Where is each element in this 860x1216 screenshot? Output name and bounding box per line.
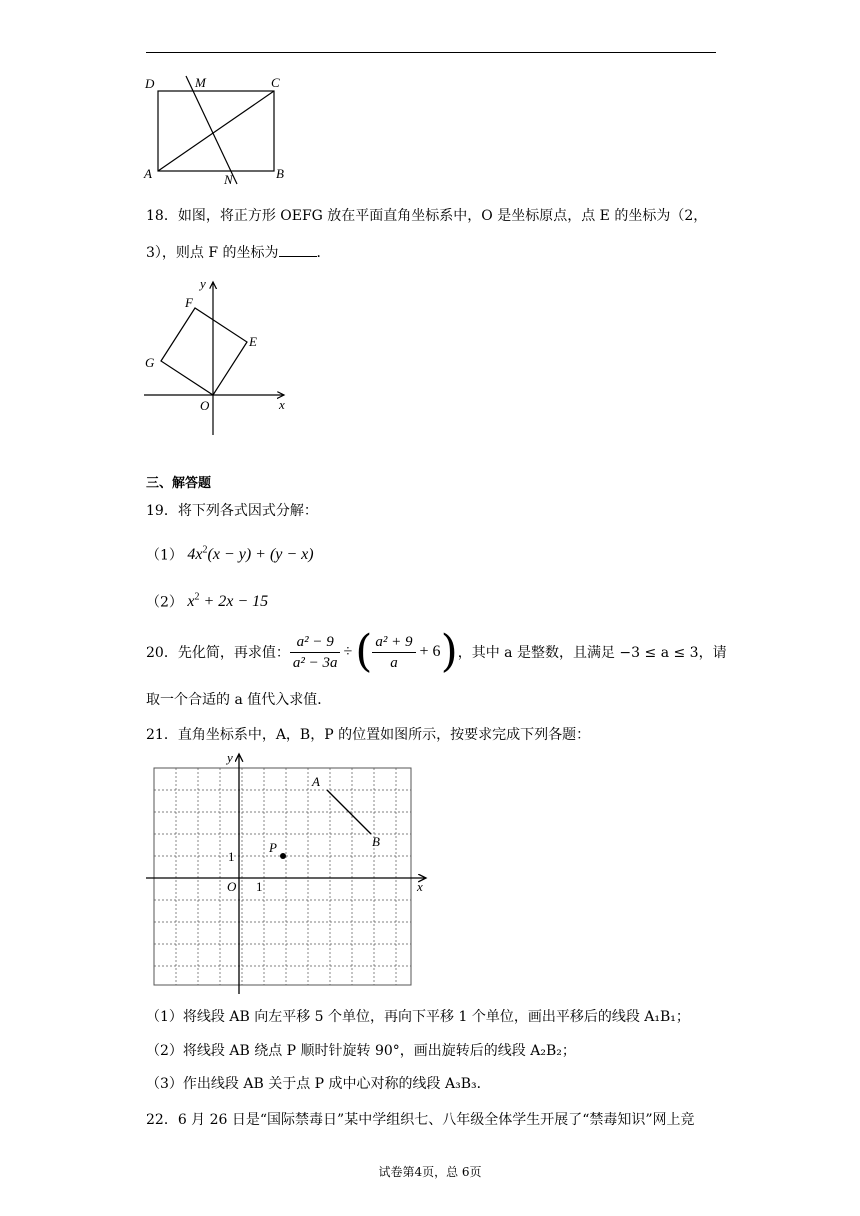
q21-part2: （2）将线段 AB 绕点 P 顺时针旋转 90°，画出旋转后的线段 A₂B₂； [146,1043,576,1059]
q20-line1 [146,626,727,678]
q19-part2-label: （2） [146,594,183,611]
square-oefg [161,308,247,395]
answer-blank[interactable] [279,242,317,257]
label-p: P [269,840,277,855]
q20-tail: ，其中 a 是整数，且满足 −3 ≤ a ≤ 3，请 [457,645,727,661]
q19-part1 [146,541,314,565]
q20-plus-six: + 6 [419,643,441,660]
label-g: G [145,355,155,370]
label-m: M [195,75,206,90]
label-a: A [144,166,152,181]
q20-lead: 20．先化简，再求值： [146,645,290,661]
line-mn [186,76,237,184]
label-b: B [372,834,380,849]
q20-left-paren: ( [355,626,373,677]
label-a: A [312,774,320,789]
label-e: E [249,334,257,349]
grid-coordinate-figure [140,748,440,1000]
q22-text: 22．6 月 26 日是“国际禁毒日”某中学组织七、八年级全体学生开展了“禁毒知识”网上竞 [146,1112,695,1128]
q20-right-paren: ) [440,626,458,677]
square-coordinate-figure [140,272,300,437]
grid-border [154,768,411,985]
label-y: y [200,276,206,291]
q20-div-sign: ÷ [343,643,353,660]
label-f: F [185,295,193,310]
label-o: O [200,398,210,413]
q19-part2 [146,588,268,612]
label-n: N [224,172,233,187]
label-d: D [145,76,155,91]
label-c: C [271,75,280,90]
q18-line1: 18．如图，将正方形 OEFG 放在平面直角坐标系中，O 是坐标原点，点 E 的坐标为（2， [146,208,708,224]
q18-line2-end: ． [316,245,331,261]
page-footer: 试卷第4页，总 6页 [378,1165,482,1179]
q18-line2-text: 3），则点 F 的坐标为 [146,245,279,261]
q19-part1-label: （1） [146,547,183,564]
label-o: O [227,879,237,894]
label-x: x [279,397,285,412]
label-y: y [227,750,233,765]
q21-text: 21．直角坐标系中，A，B，P 的位置如图所示，按要求完成下列各题： [146,727,591,743]
segment-ab [327,790,371,834]
q19-part2-expr: $x^2 + 2x - 15$ [187,592,269,611]
q21-part1: （1）将线段 AB 向左平移 5 个单位，再向下平移 1 个单位，画出平移后的线段 A₁B₁； [146,1009,690,1025]
q20-fraction2: $\frac{\text{a² + 9}}{a}$ [372,632,415,673]
grid-lines [154,768,411,985]
section-title: 三、解答题 [146,476,212,491]
q21-part3: （3）作出线段 AB 关于点 P 成中心对称的线段 A₃B₃． [146,1076,491,1092]
q19-text: 19．将下列各式因式分解： [146,503,318,519]
q19-part1-expr: $4x^2(x - y) + (y - x)$ [187,545,314,564]
q20-line2: 取一个合适的 a 值代入求值． [146,692,332,708]
header-rule [146,52,716,53]
point-p [280,853,286,859]
label-one-y: 1 [228,849,235,864]
label-b: B [276,166,284,181]
rectangle-figure [140,70,300,190]
q18-line2 [146,242,331,263]
label-one-x: 1 [256,879,263,894]
q20-fraction1: $\frac{\text{a² − 9}}{\text{a² − 3a}}$ [290,632,341,673]
label-x: x [417,879,423,894]
diagonal-ac [158,91,274,171]
